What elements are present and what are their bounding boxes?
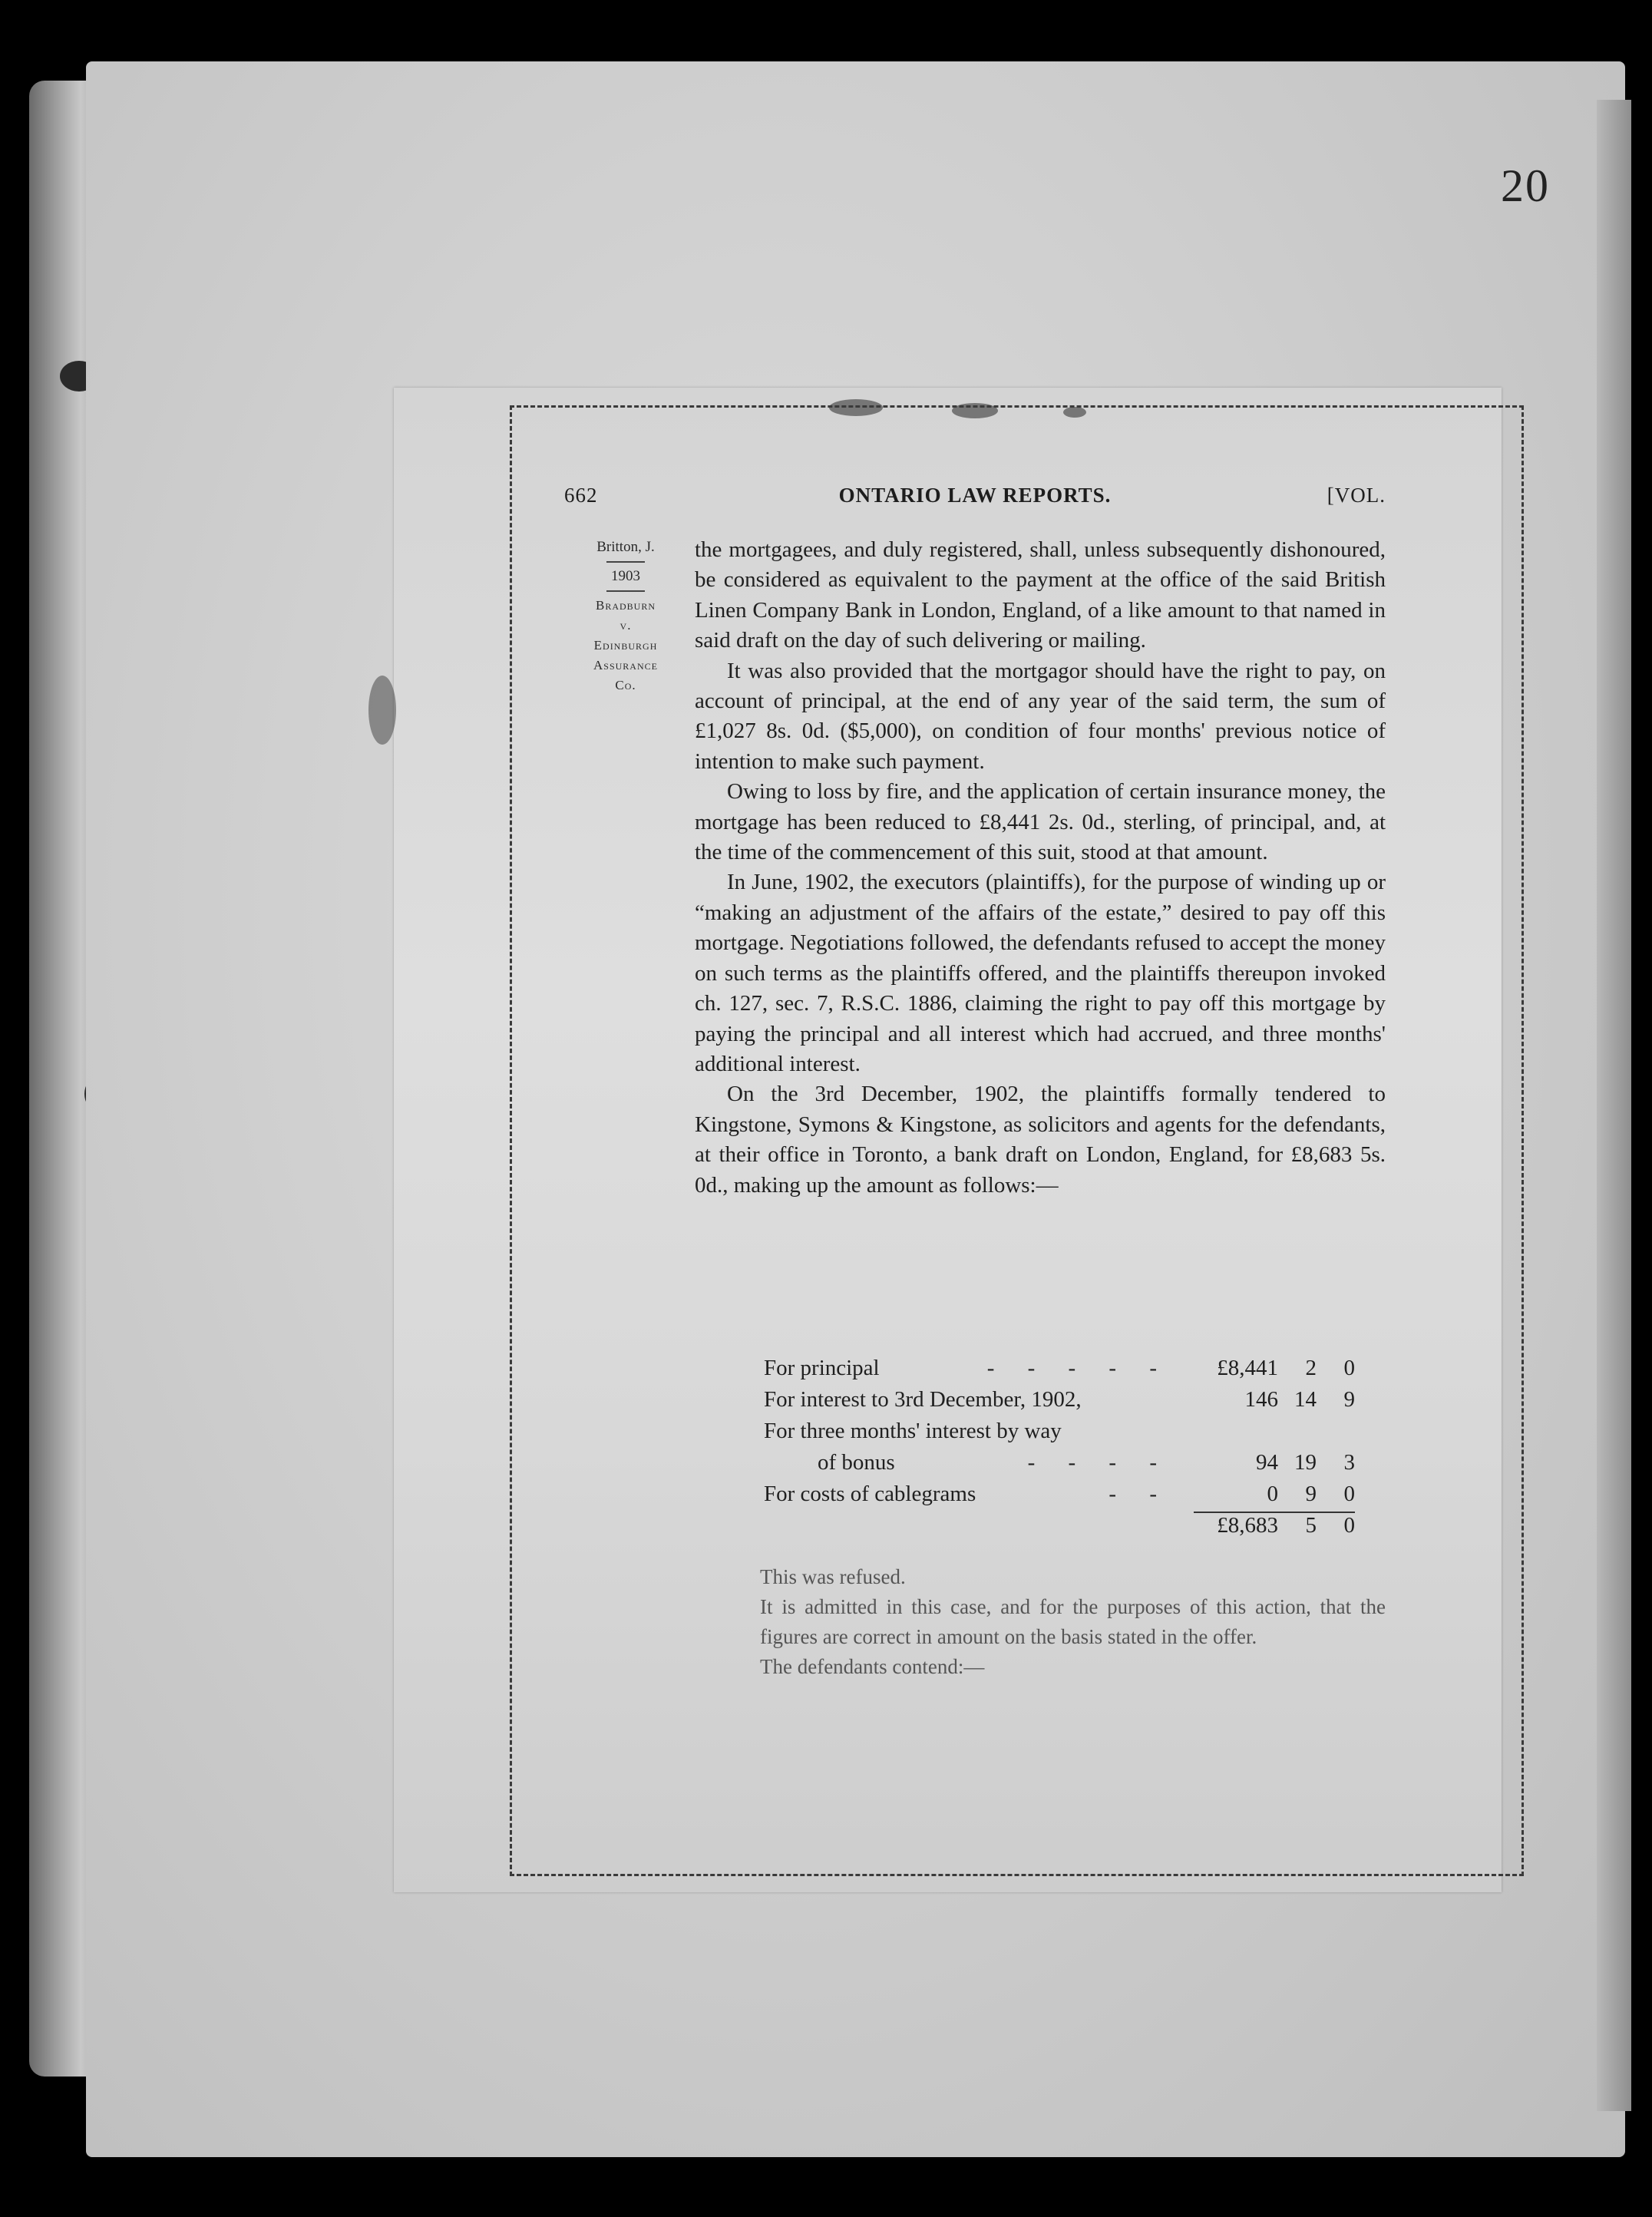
case-year: 1903 bbox=[611, 568, 640, 584]
paragraph: It was also provided that the mortgagor should have the right to pay, on account of principal, at the end of any year of the said term, the sum of £1,027 8s. 0d. ($5,000), on condition of four months' previous notice of intention to make such payment. bbox=[695, 658, 1386, 774]
paragraph: In June, 1902, the executors (plaintiffs), for the purpose of winding up or “making an adjustment of the affairs of the estate,” desired to pay off this mortgage. Negotiations followed, the defendants refused to accept the money on such terms as the plaintiffs offered, and the plaintiffs thereupon invoked ch. 127, sec. 7, R.S.C. 1886, claiming the right to pay off this mortgage by paying the principal and all interest which had accrued, and three months' additional interest. bbox=[695, 870, 1386, 1076]
ledger-pence: 0 bbox=[1343, 1356, 1355, 1380]
case-party: Assurance bbox=[593, 658, 658, 672]
divider bbox=[606, 590, 645, 592]
ledger-label: For costs of cablegrams bbox=[764, 1482, 976, 1506]
ledger-row bbox=[764, 1447, 1370, 1479]
paragraph: This was refused. bbox=[760, 1565, 906, 1588]
ledger-pounds: 146 bbox=[1244, 1387, 1278, 1412]
case-party: Co. bbox=[615, 678, 636, 692]
case-party: Bradburn bbox=[595, 598, 656, 613]
leader-dots: - - bbox=[1108, 1482, 1171, 1506]
running-head bbox=[564, 484, 1386, 522]
ledger-row bbox=[764, 1479, 1370, 1510]
ledger-total-row bbox=[764, 1510, 1370, 1541]
ledger-pence: 3 bbox=[1343, 1450, 1355, 1475]
paragraph: On the 3rd December, 1902, the plaintiffs formally tendered to Kingstone, Symons & Kingstone, as solicitors and agents for the defendants, at their office in Toronto, a bank draft on London, England, for £8,683 5s. 0d., making up the amount as follows:— bbox=[695, 1082, 1386, 1198]
ledger-label: For three months' interest by way bbox=[764, 1419, 1062, 1443]
ledger-shillings: 14 bbox=[1294, 1387, 1317, 1412]
divider bbox=[606, 561, 645, 563]
ledger-row bbox=[764, 1416, 1370, 1447]
leader-dots: - - - - bbox=[1027, 1450, 1171, 1475]
ledger-label: For interest to 3rd December, 1902, bbox=[764, 1387, 1082, 1412]
total-pounds: £8,683 bbox=[1217, 1513, 1278, 1538]
paragraph: Owing to loss by fire, and the application of certain insurance money, the mortgage has been reduced to £8,441 2s. 0d., sterling, of principal, and, at the time of the commencement of this suit, stood at that amount. bbox=[695, 779, 1386, 865]
ledger-pence: 0 bbox=[1343, 1482, 1355, 1506]
ledger-pounds: £8,441 bbox=[1217, 1356, 1278, 1380]
ledger-row bbox=[764, 1384, 1370, 1416]
ledger-shillings: 9 bbox=[1305, 1482, 1317, 1506]
total-pence: 0 bbox=[1343, 1513, 1355, 1538]
paragraph: It is admitted in this case, and for the purposes of this action, that the figures are correct in amount on the basis stated in the offer. bbox=[760, 1595, 1386, 1648]
total-shillings: 5 bbox=[1305, 1513, 1317, 1538]
report-body bbox=[695, 535, 1386, 1201]
judge-name: Britton, J. bbox=[596, 539, 655, 555]
case-party: Edinburgh bbox=[593, 638, 658, 653]
ledger-label: of bonus bbox=[818, 1450, 895, 1475]
page-number: 662 bbox=[564, 484, 598, 507]
ledger-shillings: 2 bbox=[1305, 1356, 1317, 1380]
ledger-shillings: 19 bbox=[1294, 1450, 1317, 1475]
page-edge-stack bbox=[1597, 100, 1631, 2111]
ledger-pounds: 0 bbox=[1267, 1482, 1278, 1506]
tender-ledger bbox=[764, 1353, 1370, 1541]
ledger-pounds: 94 bbox=[1256, 1450, 1278, 1475]
folio-number: 20 bbox=[1501, 160, 1550, 211]
case-sidenote bbox=[568, 537, 683, 695]
leader-dots: - - - - - bbox=[986, 1356, 1171, 1380]
glue-stain bbox=[368, 676, 396, 745]
case-versus: v. bbox=[620, 618, 632, 633]
paragraph: the mortgagees, and duly registered, shall, unless subsequently dishonoured, be considered as equivalent to the payment at the office of the said British Linen Company Bank in London, England, of a like amount to that named in said draft on the day of such delivering or mailing. bbox=[695, 537, 1386, 653]
running-title: ONTARIO LAW REPORTS. bbox=[838, 484, 1112, 507]
paragraph: The defendants contend:— bbox=[760, 1655, 985, 1678]
volume-label: [VOL. bbox=[1327, 484, 1386, 507]
ledger-row bbox=[764, 1353, 1370, 1384]
ledger-pence: 9 bbox=[1343, 1387, 1355, 1412]
ledger-label: For principal bbox=[764, 1356, 880, 1380]
closing-text bbox=[760, 1562, 1386, 1682]
